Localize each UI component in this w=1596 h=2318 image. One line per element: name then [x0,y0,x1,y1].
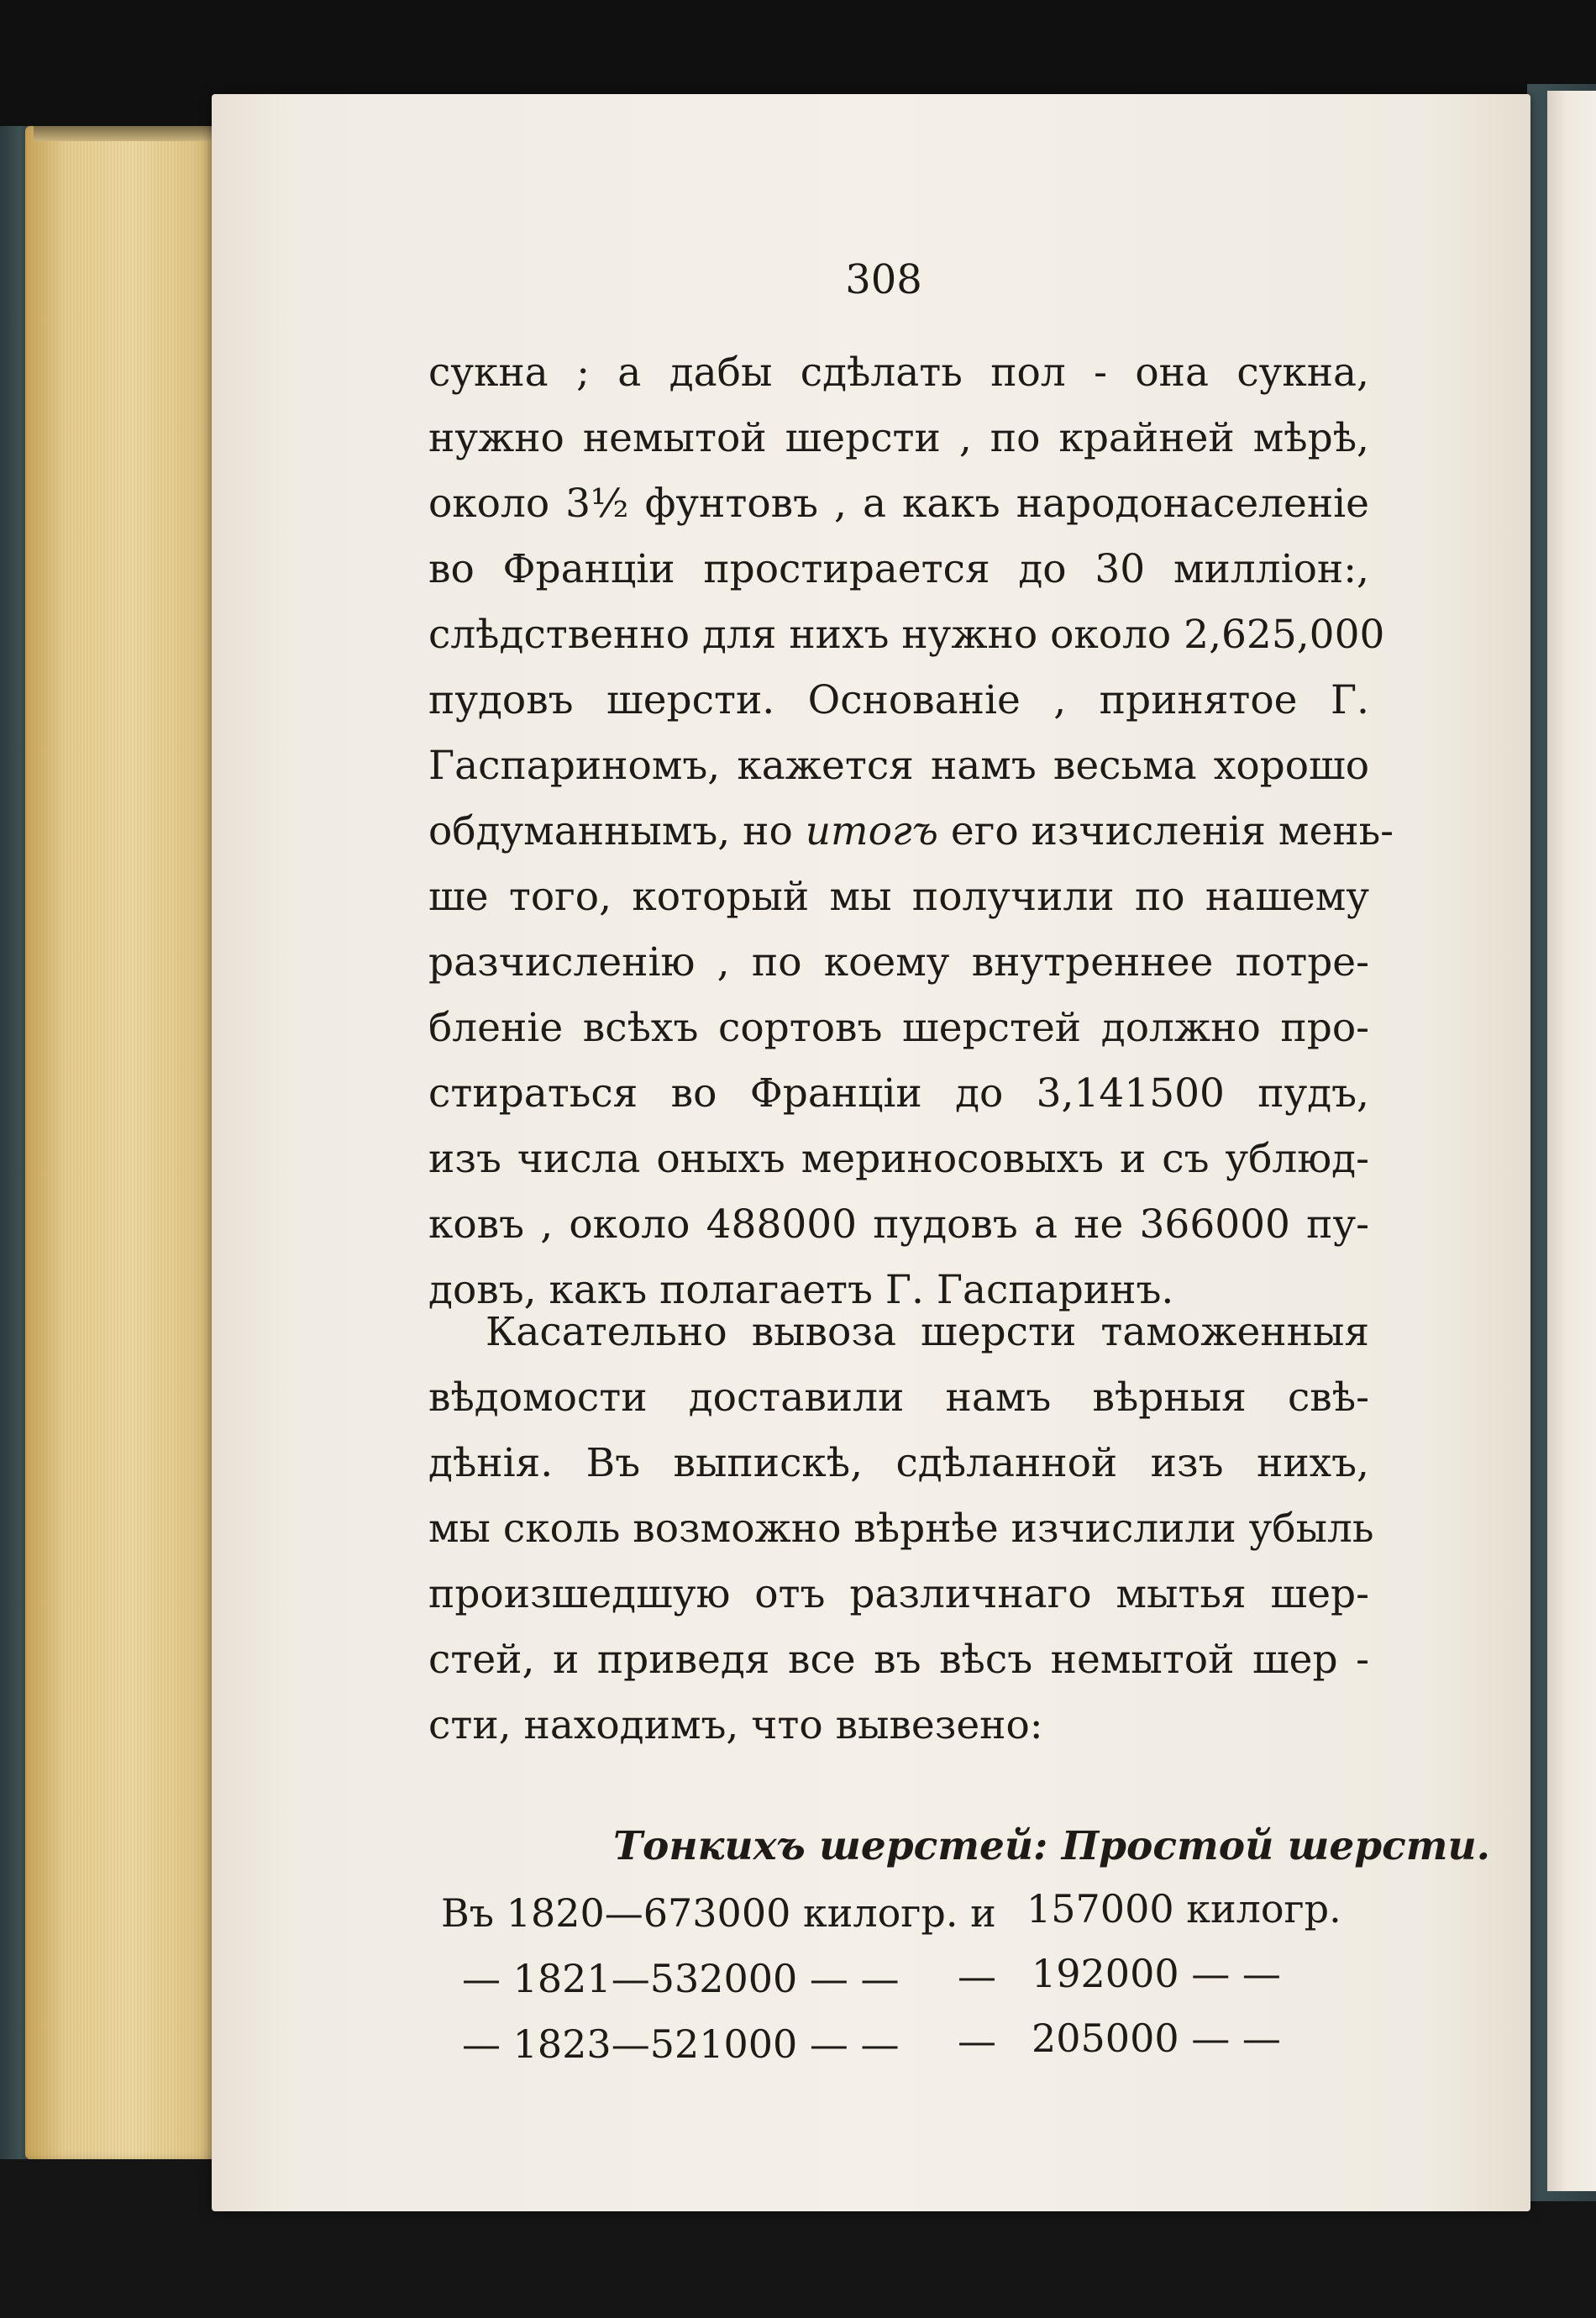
text-line: Гаспариномъ, кажется намъ весьма хорошо [428,743,1369,789]
table-row-right: 205000 — — [1032,2016,1281,2061]
text-line-mixed [428,808,1394,854]
text-line: мы сколь возможно вѣрнѣе изчислили убыль [428,1506,1374,1552]
text-line: бленіе всѣхъ сортовъ шерстей должно про- [428,1005,1369,1051]
text-line: пудовъ шерсти. Основаніе , принятое Г. [428,677,1369,723]
facing-page [1547,91,1596,2191]
text-line: сукна ; а дабы сдѣлать пол - она сукна, [428,350,1369,396]
page-edges-top [34,126,220,141]
text-line: нужно немытой шерсти , по крайней мѣрѣ, [428,415,1369,461]
text-line: ковъ , около 488000 пудовъ а не 366000 пу- [428,1201,1369,1248]
table-row-right: 157000 килогр. [1026,1886,1341,1932]
text-line: довъ, какъ полагаетъ Г. Гаспаринъ. [428,1267,1174,1313]
text-line: дѣнія. Въ выпискѣ, сдѣланной изъ нихъ, [428,1440,1369,1486]
text-line: ше того, который мы получили по нашему [428,874,1369,920]
text-line: стей, и приведя все въ вѣсъ немытой шер - [428,1637,1369,1683]
table-row-dash: — [958,2018,996,2063]
text-line: вѣдомости доставили намъ вѣрныя свѣ- [428,1375,1369,1421]
page-number: 308 [845,256,922,303]
table-row-dash: — [958,1953,996,1999]
table-row-left: — 1821—532000 — — [462,1956,900,2001]
page-edges [25,126,220,2159]
text-line: сти, находимъ, что вывезено: [428,1702,1043,1748]
text-segment: обдуманнымъ, но [428,808,793,854]
text-line: слѣдственно для нихъ нужно около 2,625,000 [428,612,1385,658]
text-line: около 3½ фунтовъ , а какъ народонаселеніе [428,481,1369,527]
text-line: во Франціи простирается до 30 милліон:, [428,546,1369,592]
italic-term: итогъ [805,808,938,854]
text-line: произшедшую отъ различнаго мытья шер- [428,1571,1369,1617]
table-row-right: 192000 — — [1032,1951,1281,1996]
table-heading: Тонкихъ шерстей: Простой шерсти. [613,1823,1490,1869]
table-row-left: Въ 1820—673000 килогр. и [441,1890,996,1936]
text-line: изъ числа оныхъ мериносовыхъ и съ ублюд- [428,1136,1369,1182]
text-line: разчисленію , по коему внутреннее потре- [428,939,1369,986]
table-row-left: — 1823—521000 — — [462,2021,900,2067]
text-line: стираться во Франціи до 3,141500 пудъ, [428,1070,1369,1117]
text-segment: его изчисленія мень- [950,808,1394,854]
text-line: Касательно вывоза шерсти таможенныя [486,1309,1369,1355]
